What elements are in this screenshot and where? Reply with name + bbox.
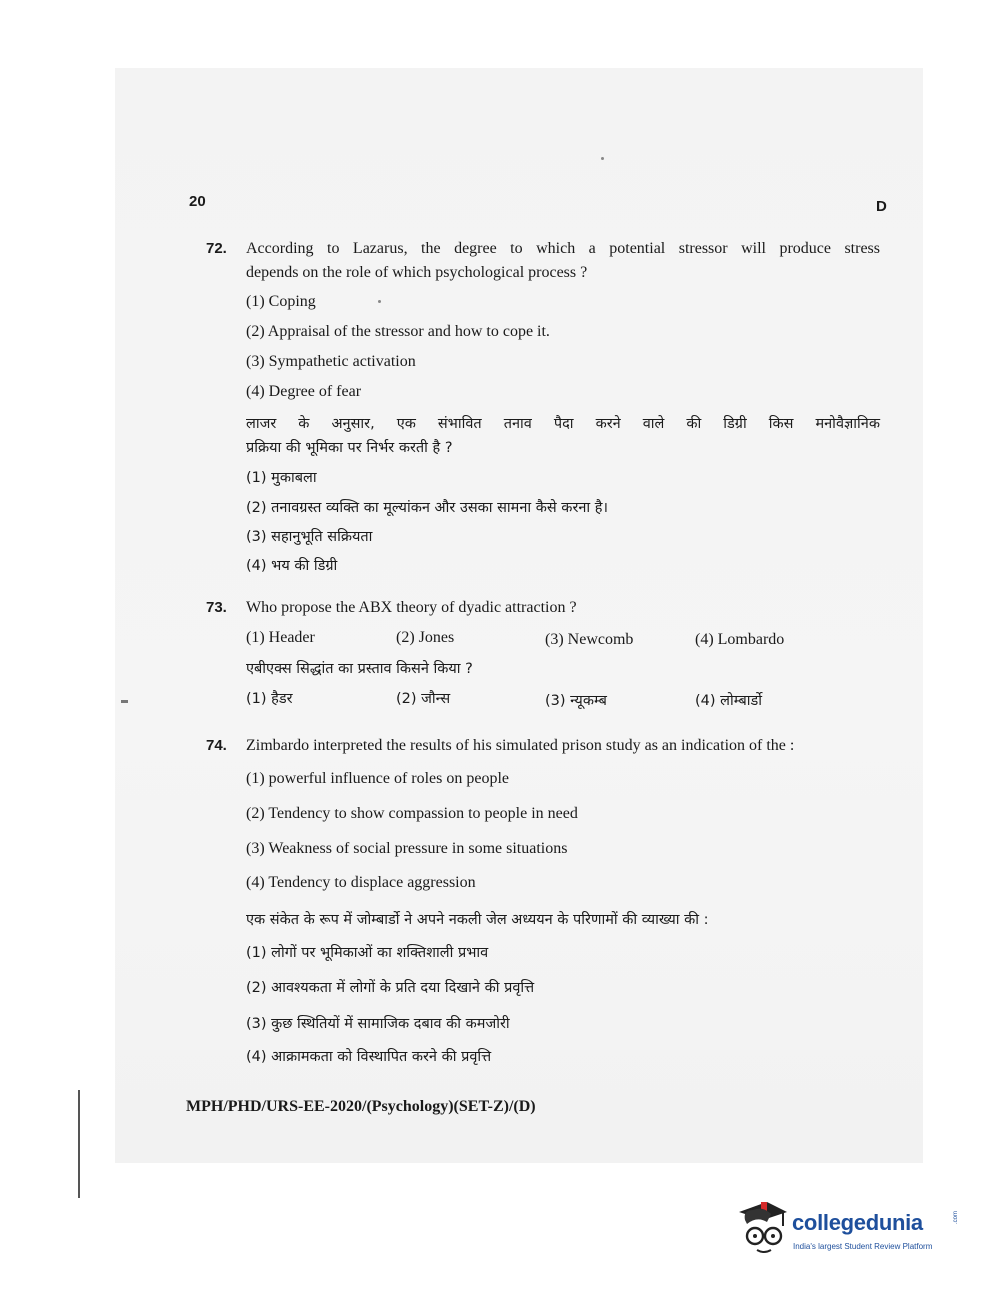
option-hi: (4) आक्रामकता को विस्थापित करने की प्रवृत्ति bbox=[246, 1049, 492, 1065]
option-en: (3) Weakness of social pressure in some situations bbox=[246, 840, 568, 857]
graduate-mascot-icon bbox=[737, 1198, 789, 1256]
option-hi: (2) जौन्स bbox=[396, 691, 451, 707]
option-hi: (3) कुछ स्थितियों में सामाजिक दबाव की कमजोरी bbox=[246, 1016, 510, 1032]
option-en: (4) Lombardo bbox=[695, 631, 785, 648]
option-en: (2) Appraisal of the stressor and how to cope it. bbox=[246, 323, 550, 340]
set-code: D bbox=[876, 198, 887, 215]
question-text-en: depends on the role of which psychological process ? bbox=[246, 264, 588, 281]
scan-speck bbox=[378, 300, 381, 303]
margin-mark bbox=[121, 700, 128, 703]
option-en: (2) Tendency to show compassion to people in need bbox=[246, 805, 578, 822]
option-en: (2) Jones bbox=[396, 629, 455, 646]
option-hi: (4) लोम्बार्डो bbox=[695, 693, 762, 709]
logo-tagline: India's largest Student Review Platform bbox=[793, 1242, 933, 1251]
paper-code-footer: MPH/PHD/URS-EE-2020/(Psychology)(SET-Z)/(D) bbox=[186, 1098, 536, 1115]
option-hi: (1) मुकाबला bbox=[246, 470, 317, 486]
question-text-hi: एबीएक्स सिद्धांत का प्रस्ताव किसने किया ? bbox=[246, 661, 473, 677]
option-hi: (2) आवश्यकता में लोगों के प्रति दया दिखाने की प्रवृत्ति bbox=[246, 980, 535, 996]
logo-wordmark: collegedunia bbox=[792, 1210, 923, 1235]
option-en: (4) Tendency to displace aggression bbox=[246, 874, 476, 891]
question-text-en: Zimbardo interpreted the results of his simulated prison study as an indication of the : bbox=[246, 737, 795, 754]
option-en: (1) Header bbox=[246, 629, 315, 646]
option-hi: (1) लोगों पर भूमिकाओं का शक्तिशाली प्रभाव bbox=[246, 945, 489, 961]
question-text-hi: लाजर के अनुसार, एक संभावित तनाव पैदा करने वाले की डिग्री किस मनोवैज्ञानिक bbox=[246, 416, 880, 432]
question-number: 72. bbox=[206, 240, 227, 257]
collegedunia-logo[interactable] bbox=[737, 1196, 959, 1262]
option-hi: (4) भय की डिग्री bbox=[246, 558, 338, 574]
logo-domain-suffix: .com bbox=[953, 1210, 959, 1224]
scan-speck bbox=[601, 157, 604, 160]
option-hi: (1) हैडर bbox=[246, 691, 293, 707]
option-en: (3) Sympathetic activation bbox=[246, 353, 416, 370]
margin-line bbox=[78, 1090, 80, 1198]
option-en: (3) Newcomb bbox=[545, 631, 634, 648]
option-hi: (3) न्यूकम्ब bbox=[545, 693, 607, 709]
question-text-en: According to Lazarus, the degree to which a potential stressor will produce stress bbox=[246, 240, 880, 257]
option-hi: (2) तनावग्रस्त व्यक्ति का मूल्यांकन और उसका सामना कैसे करना है। bbox=[246, 500, 608, 516]
option-en: (1) Coping bbox=[246, 293, 316, 310]
question-text-hi: एक संकेत के रूप में जोम्बार्डो ने अपने नकली जेल अध्ययन के परिणामों की व्याख्या की : bbox=[246, 912, 709, 928]
question-text-en: Who propose the ABX theory of dyadic attraction ? bbox=[246, 599, 577, 616]
question-text-hi: प्रक्रिया की भूमिका पर निर्भर करती है ? bbox=[246, 440, 453, 456]
option-en: (1) powerful influence of roles on people bbox=[246, 770, 510, 787]
option-en: (4) Degree of fear bbox=[246, 383, 362, 400]
question-number: 73. bbox=[206, 599, 227, 616]
page-number: 20 bbox=[189, 193, 206, 210]
option-hi: (3) सहानुभूति सक्रियता bbox=[246, 529, 373, 545]
question-number: 74. bbox=[206, 737, 227, 754]
